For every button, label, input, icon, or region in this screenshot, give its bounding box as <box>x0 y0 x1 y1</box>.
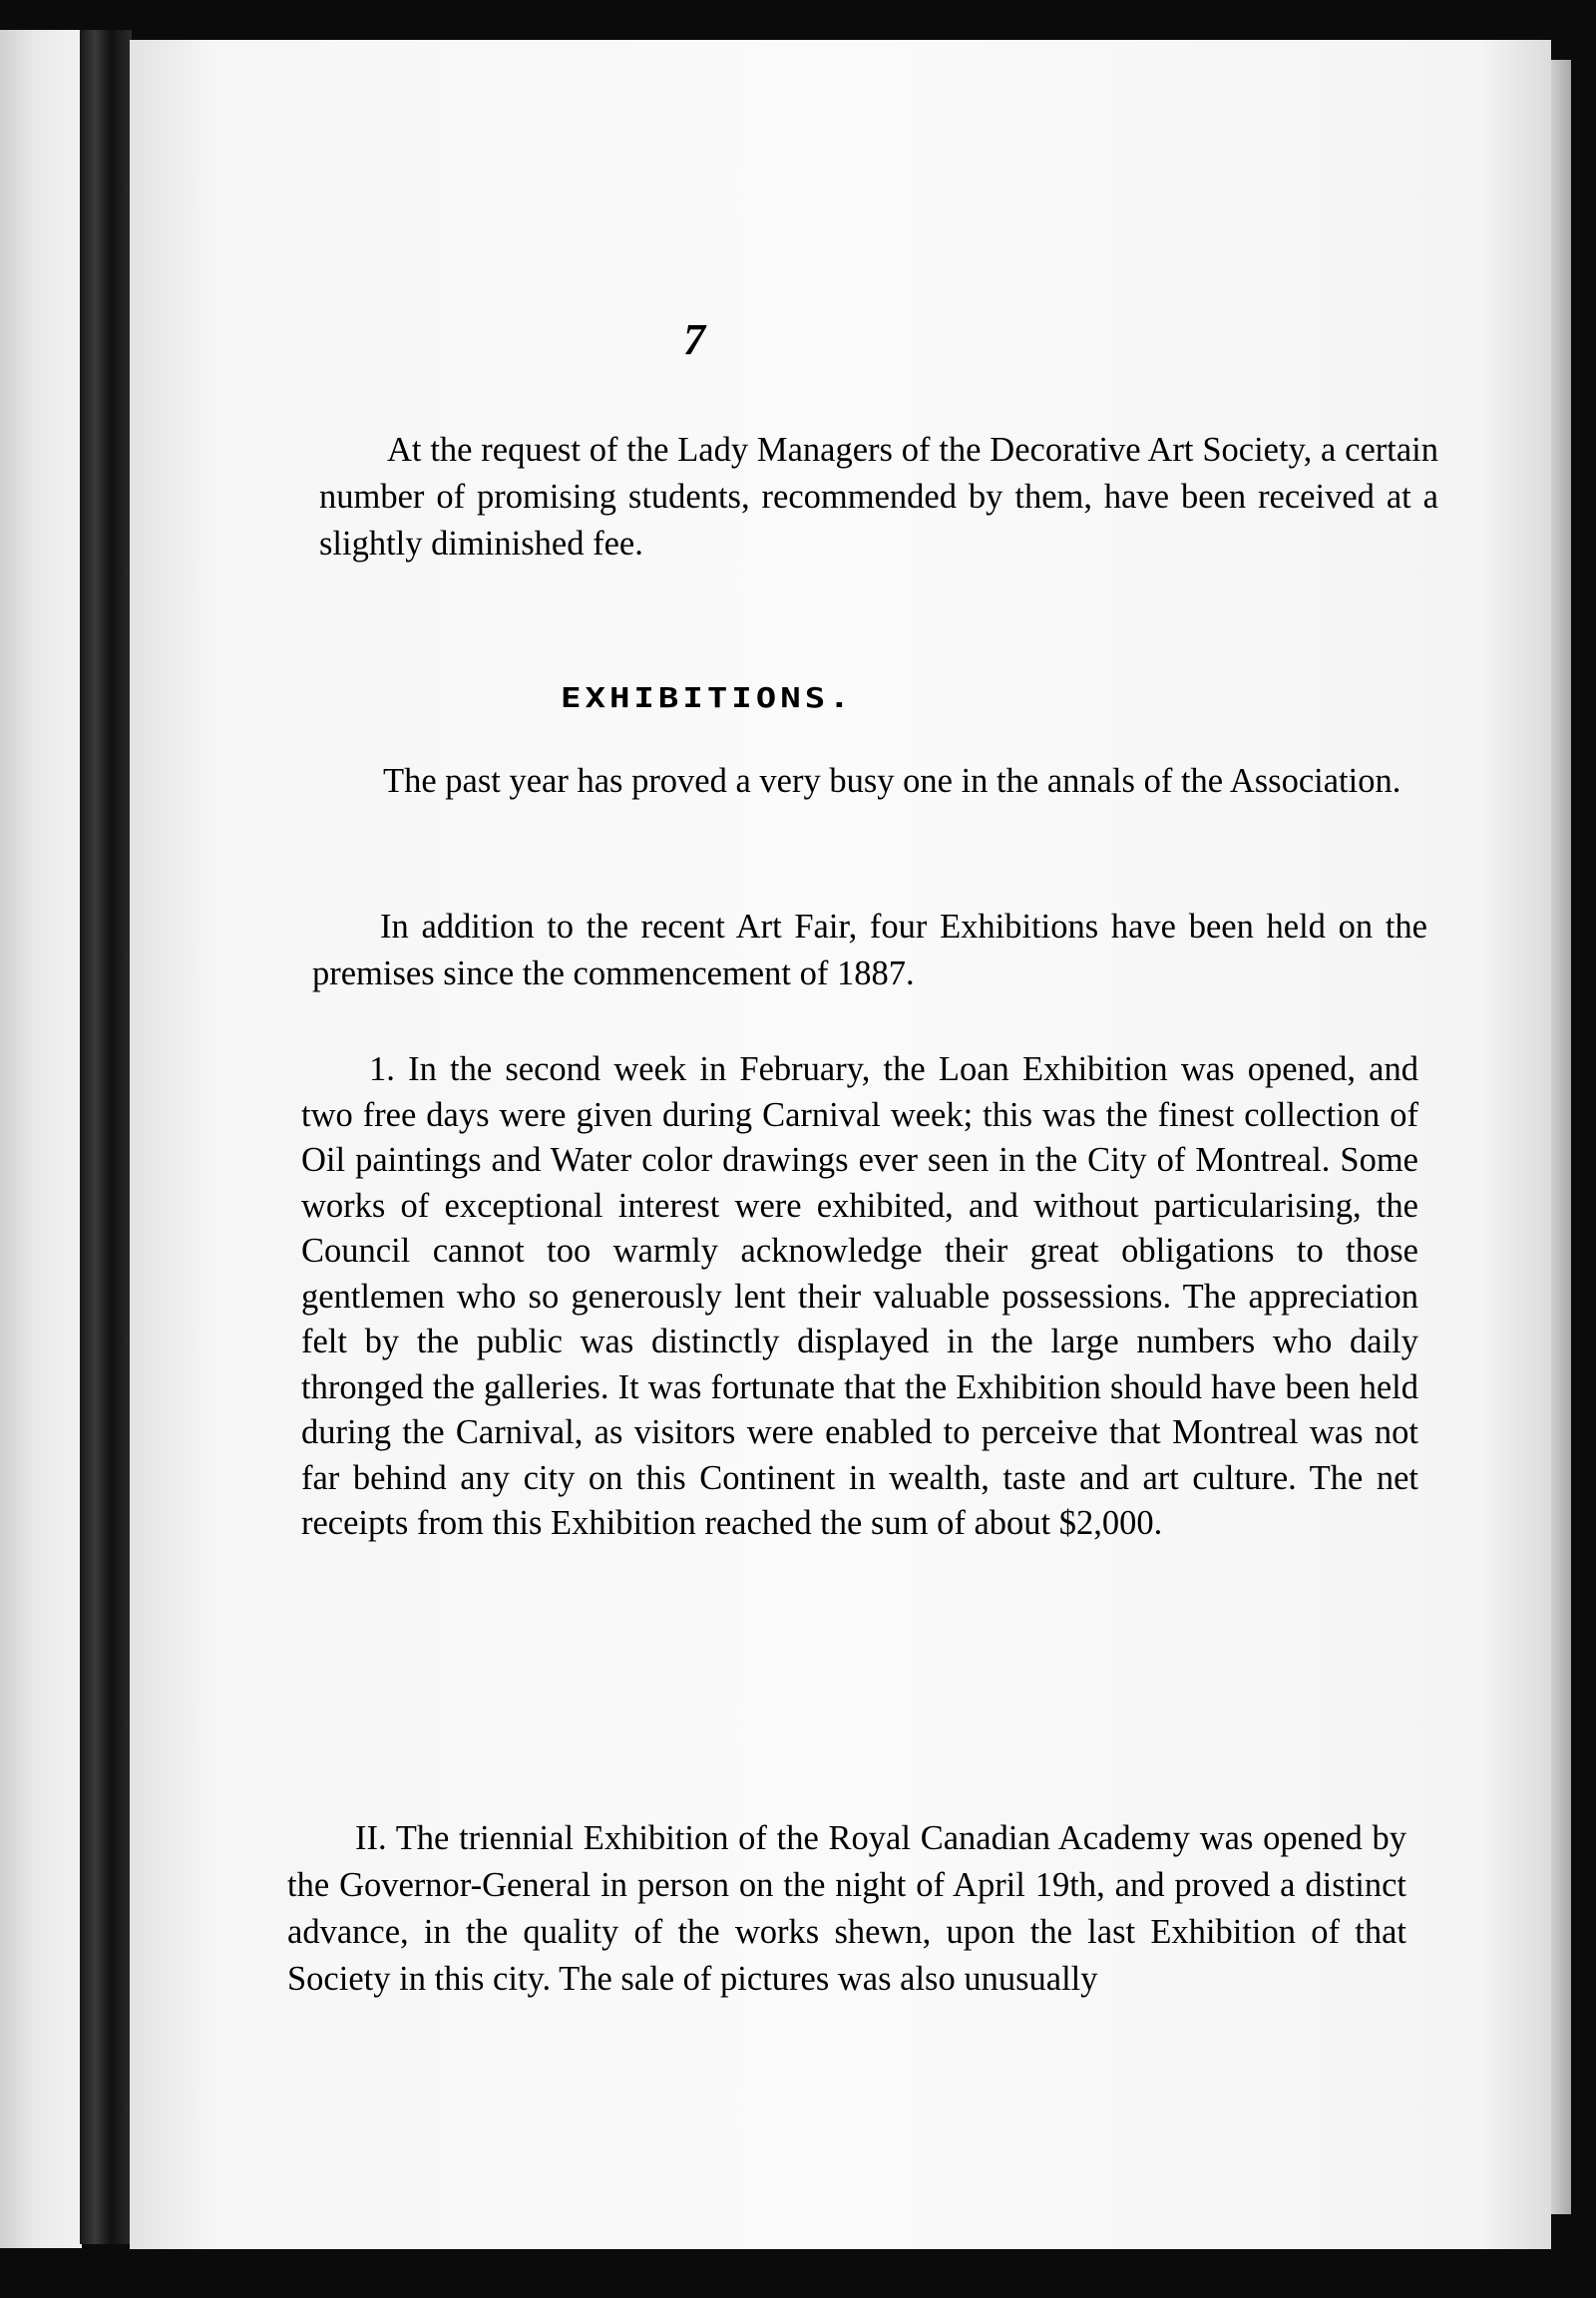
page-number: 7 <box>683 315 705 364</box>
book-spine <box>80 30 132 2244</box>
page-edge-shadow <box>1551 60 1571 2214</box>
section-heading: EXHIBITIONS. <box>561 682 854 714</box>
paragraph-loan-exhibition: 1. In the second week in February, the Loan Exhibition was opened, and two free days were given during Carnival week; this was the finest collection of Oil paintings and Water color drawings ever seen in the City of Montreal. Some works of exceptional interest were exhibited, and without particularising, the Council cannot too warmly acknowledge their great obligations to those gentlemen who so generously lent their valuable possessions. The appreciation felt by the public was distinctly displayed in the large numbers who daily thronged the galleries. It was fortunate that the Exhibition should have been held during the Carnival, as visitors were enabled to perceive that Montreal was not far behind any city on this Continent in wealth, taste and art culture. The net receipts from this Exhibition reached the sum of about $2,000. <box>301 1050 1418 1542</box>
paragraph-busy-year: The past year has proved a very busy one in the annals of the Association. <box>383 762 1401 800</box>
paragraph-decorative-art-society: At the request of the Lady Managers of the Decorative Art Society, a certain number of promising students, recommended by them, have been received at a slightly diminished fee. <box>319 431 1438 563</box>
page <box>130 40 1551 2249</box>
paragraph-royal-canadian-academy: II. The triennial Exhibition of the Royal Canadian Academy was opened by the Governor-General in person on the night of April 19th, and proved a distinct advance, in the quality of the works shewn, upon the last Exhibition of that Society in this city. The sale of pictures was also unusually <box>287 1819 1406 1998</box>
paragraph-four-exhibitions: In addition to the recent Art Fair, four Exhibitions have been held on the premises since the commencement of 1887. <box>312 908 1427 992</box>
facing-page-edge <box>0 30 82 2248</box>
